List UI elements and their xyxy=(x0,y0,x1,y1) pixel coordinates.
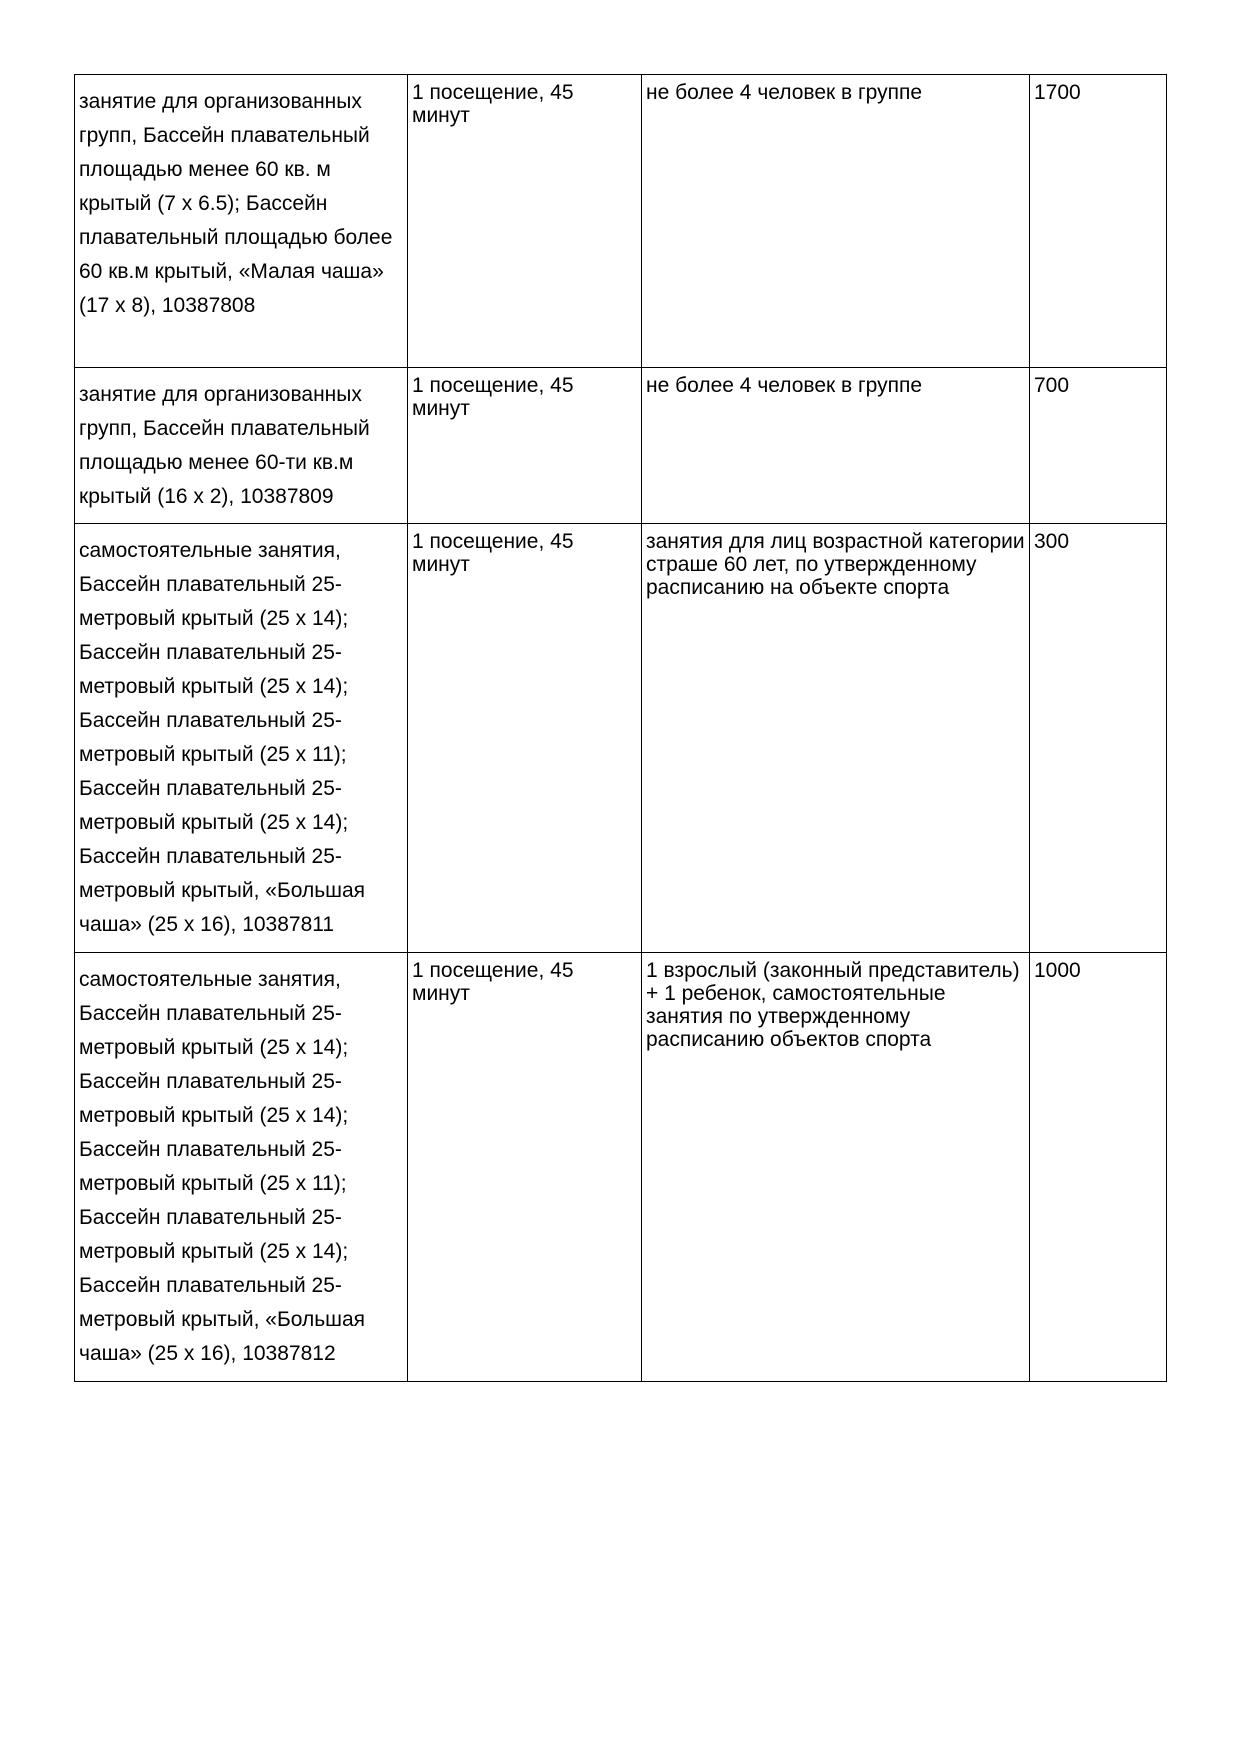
note-cell: занятия для лиц возрастной категории страше 60 лет, по утвержденному расписанию на объекте спорта xyxy=(642,524,1030,953)
table-row xyxy=(75,75,1167,368)
price-cell: 1700 xyxy=(1030,75,1167,368)
service-cell xyxy=(75,75,408,368)
price-cell: 1000 xyxy=(1030,953,1167,1382)
service-text: занятие для организованных групп, Бассейн плавательный площадью менее 60-ти кв.м крытый (16 x 2), 10387809 xyxy=(79,383,370,508)
service-text: самостоятельные занятия, Бассейн плавательный 25-метровый крытый (25 x 14); Бассейн плавательный 25-метровый крытый (25 x 14); Бассейн плавательный 25-метровый крытый (25 x 11); Бассейн плавательный 25-метровый крытый (25 x 14); Бассейн плавательный 25-метровый крытый, «Большая чаша» (25 x 16), 10387811 xyxy=(79,539,366,936)
service-cell xyxy=(75,368,408,524)
service-cell xyxy=(75,524,408,953)
price-cell: 700 xyxy=(1030,368,1167,524)
unit-cell: 1 посещение, 45 минут xyxy=(408,953,642,1382)
price-cell: 300 xyxy=(1030,524,1167,953)
table-row xyxy=(75,524,1167,953)
note-cell: не более 4 человек в группе xyxy=(642,368,1030,524)
unit-cell: 1 посещение, 45 минут xyxy=(408,368,642,524)
table-row xyxy=(75,953,1167,1382)
note-cell: не более 4 человек в группе xyxy=(642,75,1030,368)
service-cell xyxy=(75,953,408,1382)
note-cell: 1 взрослый (законный представитель) + 1 ребенок, самостоятельные занятия по утвержденному расписанию объектов спорта xyxy=(642,953,1030,1382)
price-table xyxy=(74,74,1167,1382)
table-row xyxy=(75,368,1167,524)
unit-cell: 1 посещение, 45 минут xyxy=(408,75,642,368)
service-text: самостоятельные занятия, Бассейн плавательный 25-метровый крытый (25 x 14); Бассейн плавательный 25-метровый крытый (25 x 14); Бассейн плавательный 25-метровый крытый (25 x 11); Бассейн плавательный 25-метровый крытый (25 x 14); Бассейн плавательный 25-метровый крытый, «Большая чаша» (25 x 16), 10387812 xyxy=(79,968,366,1365)
service-text: занятие для организованных групп, Бассейн плавательный площадью менее 60 кв. м крытый (7 x 6.5); Бассейн плавательный площадью более 60 кв.м крытый, «Малая чаша» (17 x 8), 10387808 xyxy=(79,90,393,317)
unit-cell: 1 посещение, 45 минут xyxy=(408,524,642,953)
